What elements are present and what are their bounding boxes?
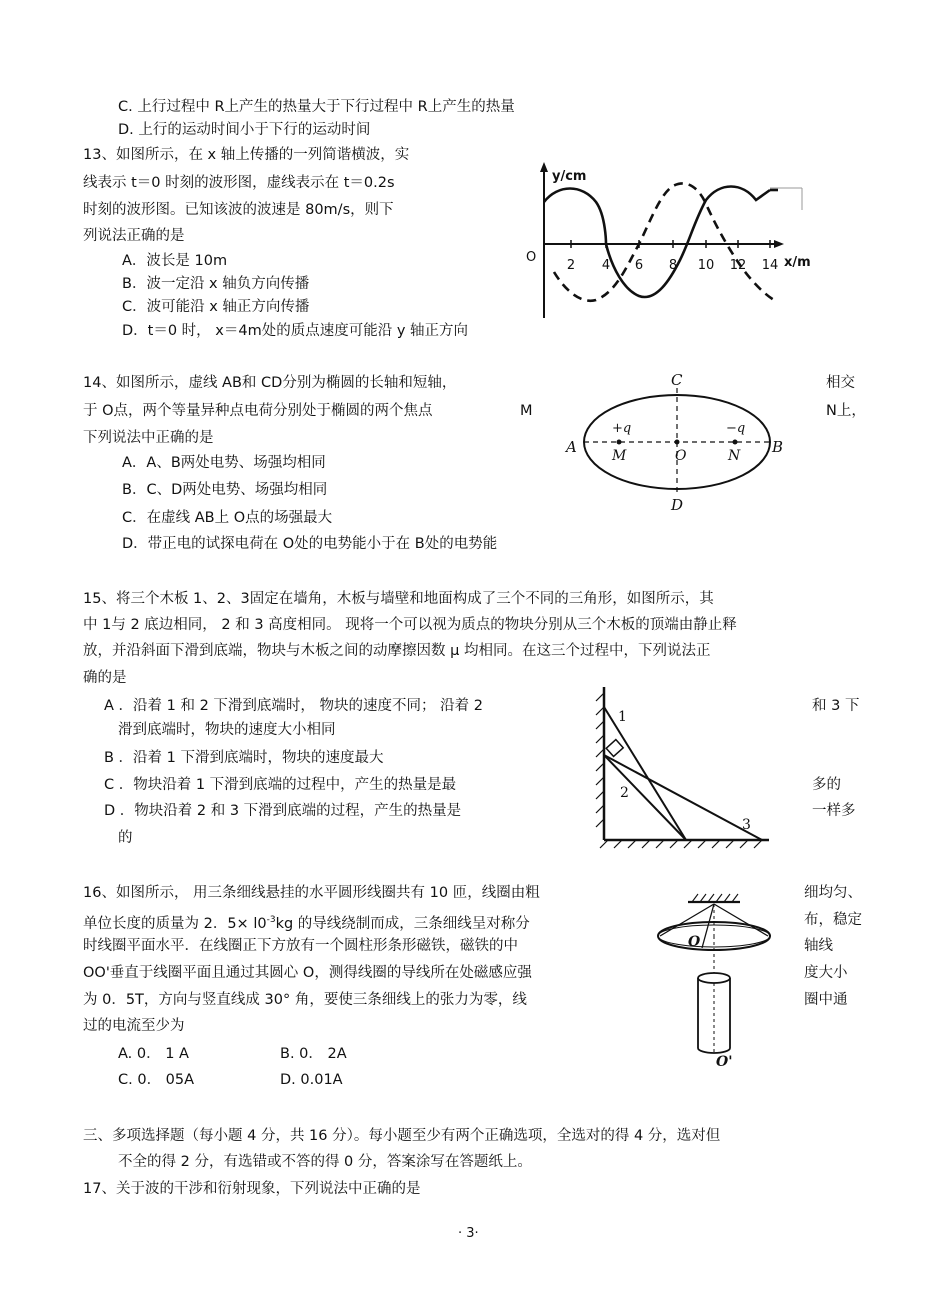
q13-stem-line-4: 列说法正确的是 [83,228,185,244]
q17-stem: 17、关于波的干涉和衍射现象，下列说法中正确的是 [83,1181,421,1197]
label-n: N [728,448,741,464]
q13-stem-line-1: 13、如图所示，在 x 轴上传播的一列简谐横波，实 [83,147,410,163]
tick-label: 14 [761,258,779,273]
label-2: 2 [620,785,629,801]
y-axis-label: y/cm [552,169,587,184]
q12-option-d: D. 上行的运动时间小于下行的运动时间 [118,122,371,138]
q14-stem-line-2-m: M [520,403,533,419]
q15-stem-line-2: 中 1与 2 底边相同， 2 和 3 高度相同。 现将一个可以视为质点的物块分别从三个木板的顶端由静止释 [83,617,737,633]
tick-label: 4 [601,258,611,273]
origin-label: O [526,250,537,265]
board-1 [604,707,686,840]
q16-stem-line-2 [83,910,530,934]
tick-label: 6 [634,258,644,273]
q13-stem-line-2: 线表示 t＝0 时刻的波形图，虚线表示在 t＝0.2s [83,175,395,191]
q16-stem-line-3: 时线圈平面水平．在线圈正下方放有一个圆柱形条形磁铁，磁铁的中 [83,938,518,954]
x-axis-label: x/m [784,255,811,270]
label-b: B [772,438,784,456]
thread-2 [714,904,768,936]
q16-option-b: B. 0． 2A [280,1046,347,1062]
label-c: C [671,371,683,389]
q15-option-a-tail: 和 3 下 [812,698,860,714]
q15-option-d-tail: 一样多 [812,803,856,819]
q16-stem-line-5: 为 0．5T，方向与竖直线成 30° 角，要使三条细线上的张力为零，线 [83,992,527,1008]
q15-stem-line-4: 确的是 [83,670,127,686]
q14-stem-line-2-tail: N上， [826,403,866,419]
q15-boards-figure [594,685,784,855]
label-a: A [566,438,577,456]
solid-wave [544,187,770,298]
q14-stem-line-2: 于 O点，两个等量异种点电荷分别处于椭圆的两个焦点 [83,403,433,419]
label-o: O [675,448,687,464]
q14-option-c: C．在虚线 AB上 O点的场强最大 [122,510,333,526]
q13-option-d: D．t＝0 时， x＝4m处的质点速度可能沿 y 轴正方向 [122,323,469,339]
charge-n [733,440,738,445]
tick-label: 10 [697,258,715,273]
q13-option-a: A．波长是 10m [122,253,228,269]
q16-coil-magnet-figure [650,890,780,1070]
q16-stem-line-6: 过的电流至少为 [83,1018,185,1034]
dashed-wave [554,183,774,300]
board-2 [604,755,686,840]
label-3: 3 [742,817,751,833]
q14-stem-line-1-tail: 相交 [826,375,855,391]
q14-option-a: A．A、B两处电势、场强均相同 [122,455,326,471]
point-o [675,440,680,445]
y-axis-arrow-icon [540,162,548,172]
label-o-prime: O' [716,1054,733,1070]
magnet-top [698,973,730,983]
q15-stem-line-1: 15、将三个木板 1、2、3固定在墙角，木板与墙壁和地面构成了三个不同的三角形，如图所示，其 [83,591,714,607]
q15-option-b: B ．沿着 1 下滑到底端时，物块的速度最大 [104,750,384,766]
q15-option-a: A ．沿着 1 和 2 下滑到底端时， 物块的速度不同； 沿着 2 [104,698,483,714]
tick-label: 2 [566,258,576,273]
q15-option-c-tail: 多的 [812,777,841,793]
label-minus-q: −q [726,421,746,436]
q16-option-d: D. 0.01A [280,1072,343,1088]
q16-exponent: -3 [266,915,276,925]
q16-stem-line-1-tail: 细均匀、 [804,885,862,901]
q14-option-d: D．带正电的试探电荷在 O处的电势能小于在 B处的电势能 [122,536,498,552]
q13-wave-figure [520,160,820,320]
q16-stem-line-4: OO'垂直于线圈平面且通过其圆心 O，测得线圈的导线所在处磁感应强 [83,965,532,981]
q15-option-a-line-2: 滑到底端时，物块的速度大小相同 [118,722,336,738]
label-o: O [688,934,701,950]
label-m: M [612,448,627,464]
x-axis-arrow-icon [774,240,784,248]
q16-option-a: A. 0． 1 A [118,1046,189,1062]
q15-option-c: C ．物块沿着 1 下滑到底端的过程中，产生的热量是最 [104,777,457,793]
q14-option-b: B．C、D两处电势、场强均相同 [122,482,328,498]
q12-option-c: C. 上行过程中 R上产生的热量大于下行过程中 R上产生的热量 [118,99,515,115]
q16-stem-line-4-tail: 度大小 [804,965,848,981]
label-1: 1 [618,709,627,725]
q14-stem-line-1: 14、如图所示，虚线 AB和 CD分别为椭圆的长轴和短轴， [83,375,457,391]
q16-stem-line-3-tail: 轴线 [804,938,833,954]
block [606,740,623,757]
thread-1 [660,904,714,936]
label-d: D [671,496,684,514]
section3-heading-line-2: 不全的得 2 分，有选错或不答的得 0 分，答案涂写在答题纸上。 [118,1154,532,1170]
q16-stem-line-1: 16、如图所示， 用三条细线悬挂的水平圆形线圈共有 10 匝，线圈由粗 [83,885,540,901]
q14-ellipse-figure [560,370,800,515]
charge-m [617,440,622,445]
q16-mass-text: 单位长度的质量为 2．5× l0 [83,915,267,932]
q14-stem-line-3: 下列说法中正确的是 [83,430,214,446]
tick-label: 12 [729,258,747,273]
label-plus-q: +q [612,421,632,436]
q16-mass-unit: kg 的导线绕制而成，三条细线呈对称分 [275,915,530,932]
q16-stem-line-5-tail: 圈中通 [804,992,848,1008]
q16-stem-line-2-tail: 布，稳定 [804,912,862,928]
q15-option-d: D ．物块沿着 2 和 3 下滑到底端的过程，产生的热量是 [104,803,462,819]
page-number: · 3· [458,1226,479,1241]
q16-option-c: C. 0． 05A [118,1072,195,1088]
q13-option-b: B．波一定沿 x 轴负方向传播 [122,276,310,292]
q15-option-d-line-2: 的 [118,830,133,846]
q15-stem-line-3: 放，并沿斜面下滑到底端，物块与木板之间的动摩擦因数 μ 均相同。在这三个过程中，下列说法正 [83,643,711,659]
q13-stem-line-3: 时刻的波形图。已知该波的波速是 80m/s，则下 [83,202,394,218]
q13-option-c: C．波可能沿 x 轴正方向传播 [122,299,310,315]
tick-label: 8 [668,258,678,273]
section3-heading-line-1: 三、多项选择题（每小题 4 分，共 16 分）。每小题至少有两个正确选项，全选对的得 4 分，选对但 [83,1128,721,1144]
